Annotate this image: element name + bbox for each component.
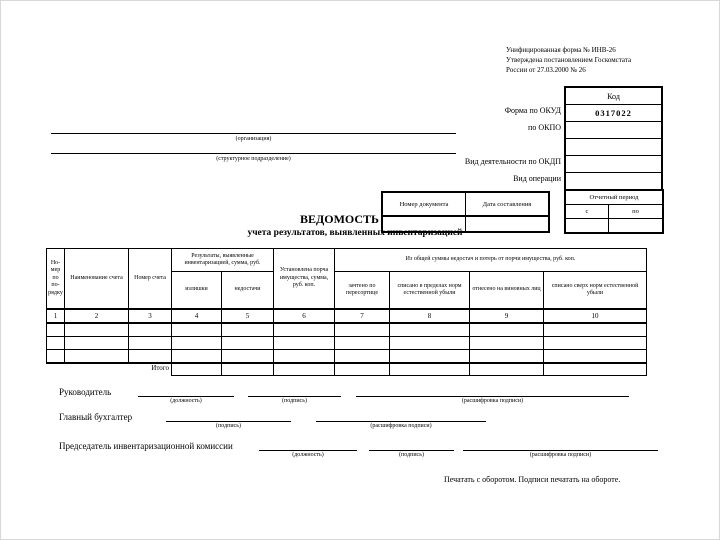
chairman-signature-line [369,441,454,451]
column-numbers-row [47,309,647,323]
col-num-7: 7 [335,309,390,323]
col-header-writeoff-above-norms: списано сверх норм естественной убыли [544,272,647,310]
chairman-signature-caption: (подпись) [399,452,424,458]
approval-line-3: России от 27.03.2000 № 26 [506,66,586,74]
table-row [47,337,647,350]
total-cell [274,363,335,376]
accountant-signature-caption: (подпись) [216,423,241,429]
reporting-period-table [564,189,664,234]
document-date-header: Дата составления [466,192,550,216]
col-num-2: 2 [65,309,129,323]
okpo-code-cell [565,122,662,139]
chairman-name-line [463,441,658,451]
period-from-cell [565,219,609,234]
chairman-position-line [259,441,357,451]
okud-code-cell: 0317022 [565,105,662,122]
col-num-6: 6 [274,309,335,323]
period-to-header: по [609,205,664,219]
manager-label: Руководитель [59,387,112,397]
col-num-8: 8 [390,309,470,323]
approval-line-1: Унифицированная форма № ИНВ-26 [506,46,616,54]
accountant-signature-line [166,412,291,422]
col-header-surplus: излишки [172,272,222,310]
col-num-4: 4 [172,309,222,323]
code-header: Код [565,87,662,105]
col-num-9: 9 [470,309,544,323]
operation-label: Вид операции [513,174,561,183]
col-header-shortage: недостачи [222,272,274,310]
accountant-name-caption: (расшифровка подписи) [370,423,432,429]
blank-code-cell [565,139,662,156]
period-from-header: с [565,205,609,219]
total-cell [390,363,470,376]
approval-line-2: Утверждена постановлением Госкомстата [506,56,632,64]
period-header: Отчетный период [565,190,663,205]
total-cell [222,363,274,376]
col-num-1: 1 [47,309,65,323]
total-label: Итого [151,364,169,372]
document-date-cell [466,216,550,232]
table-row [47,323,647,337]
total-cell [335,363,390,376]
col-header-account-number: Номер счета [129,249,172,310]
group-header-shortage: Из общей суммы недостач и потерь от порчи имущества, руб. коп. [335,249,647,272]
col-header-offset: зачтено по пересортице [335,272,390,310]
chief-accountant-label: Главный бухгалтер [59,412,133,422]
operation-code-cell [565,173,662,191]
document-number-header: Номер документа [382,192,466,216]
col-num-5: 5 [222,309,274,323]
col-num-3: 3 [129,309,172,323]
organization-line [51,125,456,134]
table-row [47,350,647,364]
total-cell [172,363,222,376]
total-cell [544,363,647,376]
commission-chairman-label: Председатель инвентаризационной комиссии [59,441,233,451]
manager-name-line [356,387,629,397]
okud-label: Форма по ОКУД [504,106,561,115]
col-header-writeoff-within-norms: списано в пределах норм естественной убыли [390,272,470,310]
organization-caption: (организация) [235,136,272,142]
form-subtitle: учета результатов, выявленных инвентаризацией [247,228,463,238]
accountant-name-line [316,412,486,422]
okpo-label: по ОКПО [528,123,561,132]
group-header-results: Результаты, выявленные инвентаризацией, сумма, руб. [172,249,274,272]
code-table [564,86,663,191]
col-header-charged-to-persons: отнесено на виновных лиц [470,272,544,310]
chairman-name-caption: (расшифровка подписи) [529,452,592,458]
total-cell [470,363,544,376]
approval-block [506,45,676,75]
chairman-position-caption: (должность) [292,452,324,458]
col-header-damage: Установлена порча имущества, сумма, руб. коп. [274,249,335,310]
col-header-row-number: Но-мер по по-рядку [47,249,65,310]
manager-position-caption: (должность) [170,398,202,404]
document-number-table [381,191,550,233]
col-num-10: 10 [544,309,647,323]
results-table [46,248,647,364]
department-line [51,145,456,154]
print-note: Печатать с оборотом. Подписи печатать на обороте. [444,475,621,484]
manager-name-caption: (расшифровка подписи) [461,398,524,404]
activity-label: Вид деятельности по ОКДП [464,157,561,166]
activity-code-cell [565,156,662,173]
totals-row [171,362,647,376]
department-caption: (структурное подразделение) [216,156,291,162]
period-to-cell [609,219,664,234]
manager-position-line [138,387,234,397]
col-header-account-name: Наименование счета [65,249,129,310]
manager-signature-line [248,387,341,397]
form-title: ВЕДОМОСТЬ [299,212,379,226]
manager-signature-caption: (подпись) [282,398,307,404]
